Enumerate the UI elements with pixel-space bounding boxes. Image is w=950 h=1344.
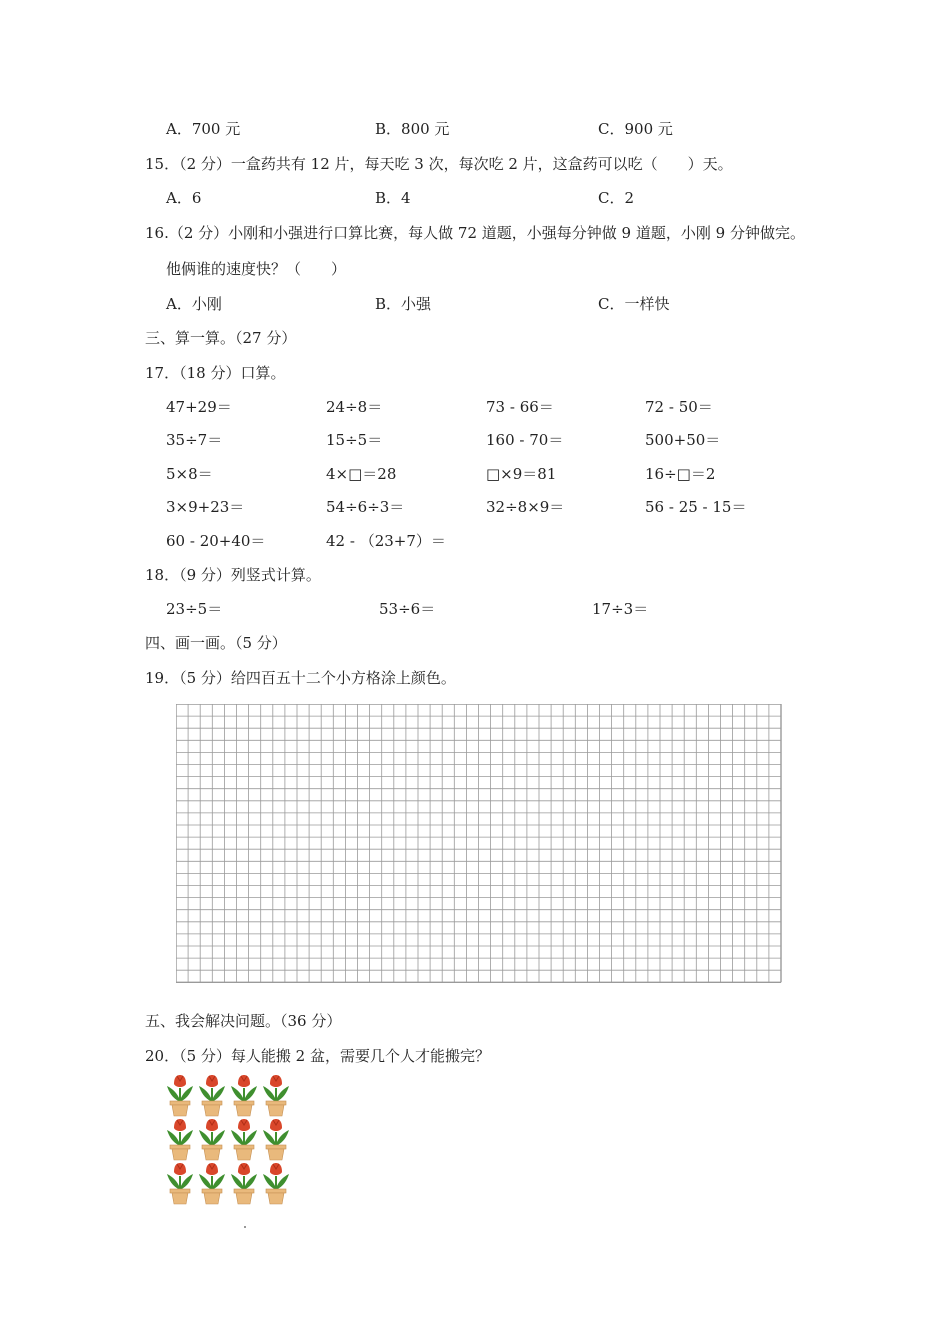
flower-pots-illustration [162, 1072, 294, 1208]
flower-pot-icon [167, 1163, 193, 1204]
q16-option-c: C．一样快 [598, 295, 670, 313]
calc-item: 15÷5＝ [326, 431, 383, 449]
calc-item: 42 - （23+7）＝ [326, 532, 446, 550]
stray-dot [244, 1226, 246, 1228]
flower-pot-icon [231, 1163, 257, 1204]
calc-item: 160 - 70＝ [486, 431, 564, 449]
flower-pot-icon [167, 1075, 193, 1116]
flower-pot-icon [231, 1075, 257, 1116]
q15-option-c: C．2 [598, 189, 635, 207]
calc-item: 500+50＝ [645, 431, 721, 449]
q16-option-b: B．小强 [375, 295, 432, 313]
vertical-calc-item: 17÷3＝ [592, 600, 649, 618]
calc-item: 73 - 66＝ [486, 398, 554, 416]
calc-item: 35÷7＝ [166, 431, 223, 449]
q18-title: 18．（9 分）列竖式计算。 [145, 566, 321, 584]
flower-pot-icon [167, 1119, 193, 1160]
q20-title: 20．（5 分）每人能搬 2 盆，需要几个人才能搬完？ [145, 1047, 490, 1065]
flower-pot-icon [263, 1075, 289, 1116]
q16-stem: 16.（2 分）小刚和小强进行口算比赛，每人做 72 道题，小强每分钟做 9 道题，小刚 9 分钟做完。 [145, 224, 805, 242]
q14-option-a: A．700 元 [166, 120, 241, 138]
q16-stem-continued: 他俩谁的速度快？（ ） [166, 260, 347, 278]
q15-option-a: A．6 [166, 189, 202, 207]
section-3-heading: 三、算一算。（27 分） [145, 329, 297, 347]
q15-stem: 15．（2 分）一盒药共有 12 片，每天吃 3 次，每次吃 2 片，这盒药可以吃（ ）天。 [145, 155, 733, 173]
q19-title: 19．（5 分）给四百五十二个小方格涂上颜色。 [145, 669, 456, 687]
calc-item: 60 - 20+40＝ [166, 532, 266, 550]
flower-pot-icon [199, 1163, 225, 1204]
calc-item: 5×8＝ [166, 465, 213, 483]
q14-option-b: B．800 元 [375, 120, 450, 138]
section-4-heading: 四、画一画。（5 分） [145, 634, 287, 652]
calc-item: 16÷□＝2 [645, 465, 716, 483]
calc-item: 24÷8＝ [326, 398, 383, 416]
q15-option-b: B．4 [375, 189, 411, 207]
calc-item: 54÷6÷3＝ [326, 498, 405, 516]
flower-pot-icon [199, 1119, 225, 1160]
calc-item: □×9＝81 [486, 465, 557, 483]
flower-pot-icon [263, 1119, 289, 1160]
calc-item: 47+29＝ [166, 398, 232, 416]
flower-pot-icon [231, 1119, 257, 1160]
calc-item: 72 - 50＝ [645, 398, 713, 416]
q14-option-c: C．900 元 [598, 120, 673, 138]
vertical-calc-item: 53÷6＝ [379, 600, 436, 618]
calc-item: 32÷8×9＝ [486, 498, 565, 516]
flower-pot-icon [199, 1075, 225, 1116]
calc-item: 3×9+23＝ [166, 498, 245, 516]
calc-item: 4×□＝28 [326, 465, 397, 483]
calc-item: 56 - 25 - 15＝ [645, 498, 747, 516]
vertical-calc-item: 23÷5＝ [166, 600, 223, 618]
q16-option-a: A．小刚 [166, 295, 222, 313]
flower-pot-icon [263, 1163, 289, 1204]
section-5-heading: 五、我会解决问题。（36 分） [145, 1012, 342, 1030]
q17-title: 17．（18 分）口算。 [145, 364, 286, 382]
coloring-grid[interactable] [176, 704, 786, 984]
